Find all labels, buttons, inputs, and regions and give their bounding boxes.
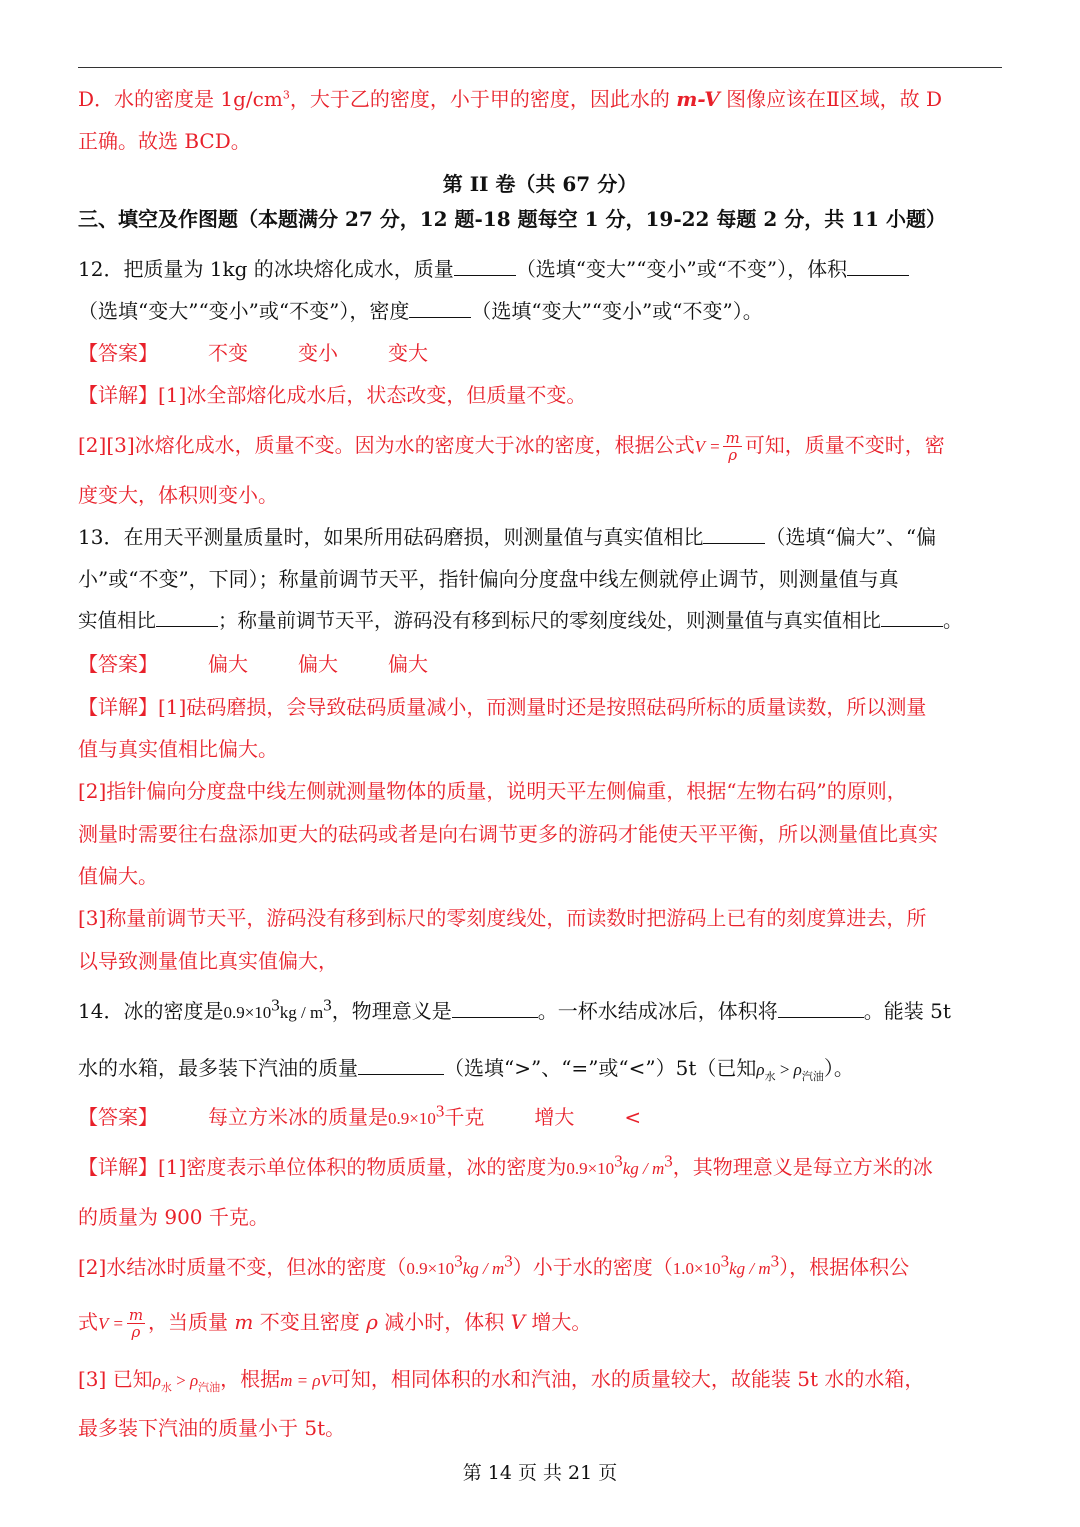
density-value: 1.0×10: [672, 1259, 721, 1278]
formula-fraction: [723, 430, 741, 463]
formula: m = ρV: [280, 1371, 331, 1390]
detail-tag: 【详解】: [78, 1155, 158, 1179]
text: 图像应该在Ⅱ区域，故 D: [719, 87, 943, 111]
q14-detail-4: [78, 1364, 1008, 1396]
text: 实值相比: [78, 609, 157, 632]
answer-tag: 【答案】: [78, 652, 158, 676]
prev-answer-line-1: [78, 84, 1008, 114]
q14-detail-3: [78, 1307, 1008, 1340]
q13-detail-3b: 以导致测量值比真实值偏大，: [78, 949, 338, 973]
rho-symbol: ρ: [152, 1371, 161, 1390]
answer-value: 千克: [444, 1105, 485, 1129]
text: 式: [78, 1310, 98, 1334]
density-value: 0.9×10: [223, 1003, 272, 1022]
text: [1]砝码磨损，会导致砝码质量减小，而测量时还是按照砝码所标的质量读数，所以测量: [158, 695, 927, 719]
text: ）小于水的密度（: [512, 1255, 673, 1279]
operator: >: [775, 1060, 794, 1079]
unit: kg / m: [622, 1159, 665, 1178]
subscript: 水: [764, 1070, 776, 1083]
q12-detail-2: [78, 430, 1008, 463]
density-value: 0.9×10: [388, 1109, 436, 1128]
text: 12．把质量为 1kg 的冰块熔化成水，质量: [78, 257, 454, 281]
q14-line-2: [78, 1053, 1008, 1085]
exponent: 3: [435, 1101, 445, 1121]
q12-detail-1: [78, 380, 1008, 410]
text: 14．冰的密度是: [78, 999, 224, 1023]
text: [2]水结冰时质量不变，但冰的密度（: [78, 1255, 407, 1279]
text: [1]冰全部熔化成水后，状态改变，但质量不变。: [158, 383, 587, 407]
detail-tag: 【详解】: [78, 695, 158, 719]
answer-value: 不变: [208, 341, 248, 365]
text: 。能装 5t: [863, 999, 951, 1023]
text: （选填“变大”“变小”或“不变”），密度: [78, 299, 410, 323]
exponent: 3: [271, 995, 280, 1015]
q13-detail-2a: [2]指针偏向分度盘中线左侧就测量物体的质量，说明天平左侧偏重，根据“左物右码”的原则，: [78, 779, 907, 803]
answer-blank: [358, 1056, 444, 1075]
answer-value: 偏大: [208, 652, 248, 676]
text: 可知，质量不变时，密: [744, 433, 945, 457]
text: ；称量前调节天平，游码没有移到标尺的零刻度线处，则测量值与真实值相比: [218, 609, 882, 632]
text: （选填“偏大”、“偏: [765, 525, 937, 549]
text: ）。: [823, 1056, 854, 1080]
text: D．水的密度是 1g/cm: [78, 87, 283, 111]
answer-tag: 【答案】: [78, 1105, 158, 1129]
answer-value: 偏大: [298, 652, 338, 676]
text: 减小时，体积: [377, 1310, 511, 1334]
answer-value: 偏大: [388, 652, 428, 676]
rho-symbol: ρ: [756, 1060, 765, 1079]
q13-line-1: [78, 522, 1008, 552]
exponent: 3: [664, 1151, 673, 1171]
exponent: 3: [720, 1251, 730, 1271]
subscript: 汽油: [198, 1381, 221, 1394]
text: （选填“变大”“变小”或“不变”），体积: [515, 257, 848, 281]
q13-detail-1b: 值与真实值相比偏大。: [78, 737, 278, 761]
text: 可知，相同体积的水和汽油，水的质量较大，故能装 5t 水的水箱，: [330, 1367, 925, 1391]
text: （选填“变大”“变小”或“不变”）。: [471, 299, 763, 323]
text: ），根据体积公: [779, 1255, 910, 1279]
q12-line-1: [78, 254, 1008, 284]
text: ，物理意义是: [331, 999, 452, 1023]
unit: kg / m: [462, 1259, 505, 1278]
superscript: 3: [282, 88, 290, 102]
answer-blank: [881, 608, 943, 627]
q12-detail-3: 度变大，体积则变小。: [78, 483, 278, 507]
denominator: ρ: [728, 446, 738, 464]
formula-lhs: V =: [694, 437, 721, 456]
numerator: m: [725, 429, 740, 447]
q12-answer: [78, 338, 1008, 368]
q13-detail-2c: 值偏大。: [78, 864, 158, 888]
q13-detail-3a: [3]称量前调节天平，游码没有移到标尺的零刻度线处，而读数时把游码上已有的刻度算进去，所: [78, 906, 927, 930]
q14-line-1: [78, 996, 1008, 1028]
answer-blank: [703, 525, 765, 544]
section-heading: 三、填空及作图题（本题满分 27 分，12 题-18 题每空 1 分，19-22 每题 2 分，共 11 小题）: [78, 207, 947, 231]
answer-tag: 【答案】: [78, 341, 158, 365]
text: 。一杯水结成冰后，体积将: [537, 999, 778, 1023]
text: [3] 已知: [78, 1367, 153, 1391]
detail-tag: 【详解】: [78, 383, 158, 407]
q13-answer: [78, 649, 1008, 679]
answer-value: 每立方米冰的质量是: [208, 1105, 388, 1129]
answer-value: 变大: [388, 341, 428, 365]
unit: kg / m: [729, 1259, 771, 1278]
text: ，根据: [220, 1367, 281, 1391]
answer-value: <: [624, 1105, 642, 1129]
q13-detail-2b: 测量时需要往右盘添加更大的砝码或者是向右调节更多的游码才能使天平平衡，所以测量值比真实: [78, 822, 938, 846]
header-rule: [78, 67, 1002, 68]
answer-value: 变小: [298, 341, 338, 365]
q13-detail-1a: [78, 692, 1008, 722]
text: 水的水箱，最多装下汽油的质量: [78, 1056, 358, 1080]
denominator: ρ: [131, 1323, 141, 1341]
answer-blank: [409, 299, 471, 318]
q13-line-2: 小”或“不变”，下同）；称量前调节天平，指针偏向分度盘中线左侧就停止调节，则测量值与真: [78, 567, 899, 591]
q14-detail-1a: [78, 1152, 1008, 1184]
q14-answer: [78, 1102, 1008, 1134]
var-rho: ρ: [366, 1310, 378, 1334]
exponent: 3: [614, 1151, 623, 1171]
subscript: 汽油: [801, 1070, 824, 1083]
exponent: 3: [504, 1251, 513, 1271]
q14-detail-1b: 的质量为 900 千克。: [78, 1205, 269, 1229]
page-footer: 第 14 页 共 21 页: [462, 1462, 618, 1484]
q12-line-2: [78, 296, 1008, 326]
q14-detail-2: [78, 1252, 1008, 1284]
unit: kg / m: [279, 1003, 324, 1022]
section-title: 第 II 卷（共 67 分）: [442, 172, 638, 196]
numerator: m: [128, 1306, 144, 1324]
mv-label: m-V: [676, 87, 720, 111]
text: 增大。: [525, 1310, 592, 1334]
var-m: m: [234, 1310, 254, 1334]
answer-blank: [778, 999, 864, 1018]
exponent: 3: [454, 1251, 463, 1271]
text: 。: [943, 609, 963, 632]
q13-line-3: [78, 606, 1008, 636]
text: （选填“>”、“=”或“<”）5t（已知: [444, 1056, 757, 1080]
answer-value: 增大: [534, 1105, 575, 1129]
q14-detail-5: 最多装下汽油的质量小于 5t。: [78, 1416, 346, 1440]
exponent: 3: [770, 1251, 780, 1271]
formula-lhs: V =: [98, 1314, 124, 1333]
answer-blank: [847, 257, 909, 276]
text: ，大于乙的密度，小于甲的密度，因此水的: [289, 87, 677, 111]
text: [1]密度表示单位体积的物质质量，冰的密度为: [158, 1155, 567, 1179]
text: [2][3]冰熔化成水，质量不变。因为水的密度大于冰的密度，根据公式: [78, 433, 695, 457]
var-v: V: [510, 1310, 526, 1334]
answer-blank: [452, 999, 538, 1018]
text: 不变且密度: [253, 1310, 367, 1334]
exponent: 3: [323, 995, 332, 1015]
formula-fraction: [127, 1307, 145, 1340]
density-value: 0.9×10: [406, 1259, 455, 1278]
prev-answer-line-2: 正确。故选 BCD。: [78, 129, 251, 153]
rho-symbol: ρ: [793, 1060, 802, 1079]
answer-blank: [156, 608, 218, 627]
rho-symbol: ρ: [189, 1371, 199, 1390]
density-value: 0.9×10: [566, 1159, 615, 1178]
text: 13．在用天平测量质量时，如果所用砝码磨损，则测量值与真实值相比: [78, 525, 704, 549]
answer-blank: [454, 257, 516, 276]
operator: >: [171, 1371, 190, 1390]
text: ，当质量: [148, 1310, 235, 1334]
subscript: 水: [160, 1381, 172, 1394]
text: ，其物理意义是每立方米的冰: [672, 1155, 933, 1179]
